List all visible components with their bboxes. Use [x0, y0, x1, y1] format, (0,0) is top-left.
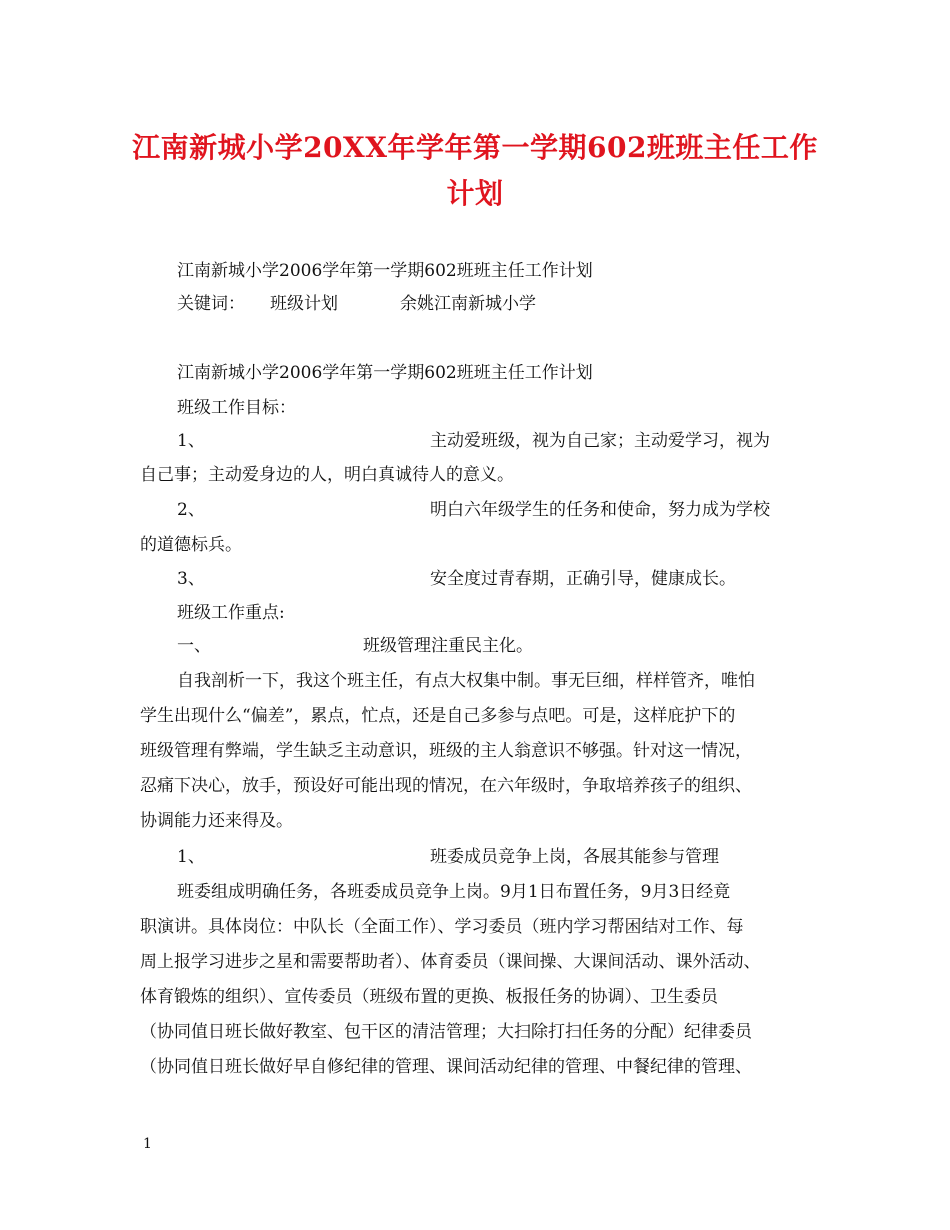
paragraph-2-line-5: （协同值日班长做好教室、包干区的清洁管理；大扫除打扫任务的分配）纪律委员: [140, 1022, 752, 1042]
paragraph-2-line-2: 职演讲。具体岗位：中队长（全面工作）、学习委员（班内学习帮困结对工作、每: [140, 917, 744, 937]
document-title-line-1: 江南新城小学20XX年学年第一学期602班班主任工作: [132, 131, 818, 164]
paragraph-1-line-3: 班级管理有弊端，学生缺乏主动意识，班级的主人翁意识不够强。针对这一情况，: [140, 741, 752, 761]
sub-item-number: 1、: [177, 847, 205, 867]
goal-3-number: 3、: [177, 569, 205, 589]
repeat-heading: 江南新城小学2006学年第一学期602班班主任工作计划: [177, 363, 593, 383]
keywords-label: 关键词：: [177, 294, 245, 314]
goal-2-text: 明白六年级学生的任务和使命，努力成为学校: [430, 500, 770, 520]
subtitle-line: 江南新城小学2006学年第一学期602班班主任工作计划: [177, 261, 593, 281]
page-number: 1: [143, 1136, 152, 1152]
paragraph-2-line-1: 班委组成明确任务，各班委成员竞争上岗。9月1日布置任务，9月3日经竟: [177, 882, 731, 902]
goals-heading: 班级工作目标：: [177, 398, 296, 418]
keyword-2: 余姚江南新城小学: [400, 294, 536, 314]
document-title-line-2: 计划: [446, 177, 504, 210]
paragraph-1-line-2: 学生出现什么“偏差”，累点，忙点，还是自己多参与点吧。可是，这样庇护下的: [140, 706, 736, 726]
goal-1-number: 1、: [177, 431, 205, 451]
focus-heading: 班级工作重点:: [177, 603, 285, 623]
goal-2-continuation: 的道德标兵。: [140, 535, 242, 555]
goal-2-number: 2、: [177, 500, 205, 520]
focus-one-number: 一、: [177, 636, 211, 656]
paragraph-1-line-4: 忍痛下决心，放手，预设好可能出现的情况，在六年级时，争取培养孩子的组织、: [140, 776, 752, 796]
goal-3-text: 安全度过青春期，正确引导，健康成长。: [430, 569, 736, 589]
sub-item-text: 班委成员竞争上岗，各展其能参与管理: [430, 847, 719, 867]
paragraph-2-line-3: 周上报学习进步之星和需要帮助者）、体育委员（课间操、大课间活动、课外活动、: [140, 952, 761, 972]
goal-1-text: 主动爱班级，视为自己家；主动爱学习，视为: [430, 431, 770, 451]
goal-1-continuation: 自己事；主动爱身边的人，明白真诚待人的意义。: [140, 465, 514, 485]
paragraph-1-line-1: 自我剖析一下，我这个班主任，有点大权集中制。事无巨细，样样管齐，唯怕: [177, 671, 755, 691]
focus-one-text: 班级管理注重民主化。: [363, 636, 533, 656]
paragraph-2-line-6: （协同值日班长做好早自修纪律的管理、课间活动纪律的管理、中餐纪律的管理、: [140, 1057, 752, 1077]
keyword-1: 班级计划: [270, 294, 338, 314]
paragraph-2-line-4: 体育锻炼的组织）、宣传委员（班级布置的更换、板报任务的协调）、卫生委员: [140, 987, 718, 1007]
paragraph-1-line-5: 协调能力还来得及。: [140, 811, 293, 831]
